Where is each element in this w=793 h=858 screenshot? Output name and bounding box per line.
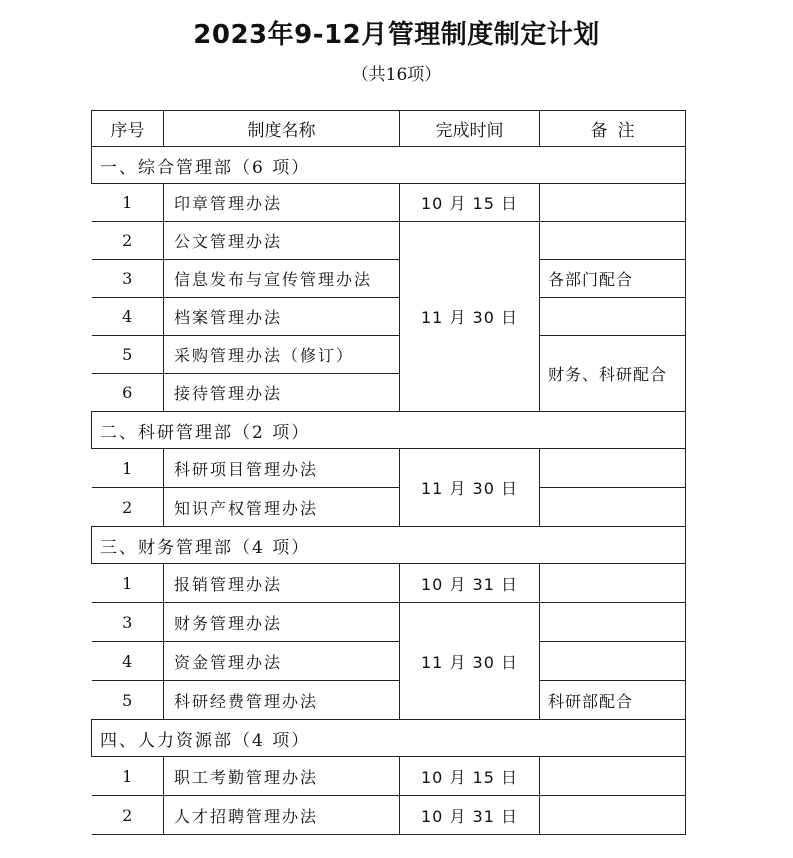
row-name: 资金管理办法 bbox=[164, 642, 400, 681]
row-name: 财务管理办法 bbox=[164, 603, 400, 642]
row-name: 报销管理办法 bbox=[164, 564, 400, 603]
row-note: 科研部配合 bbox=[540, 681, 686, 720]
section-label: 三、财务管理部（4 项） bbox=[92, 527, 686, 564]
section-row bbox=[92, 527, 686, 564]
table-row bbox=[92, 222, 686, 260]
header-note: 备注 bbox=[540, 111, 686, 147]
row-name: 印章管理办法 bbox=[164, 184, 400, 222]
row-num: 6 bbox=[92, 374, 164, 412]
row-num: 4 bbox=[92, 642, 164, 681]
row-date: 11 月 30 日 bbox=[400, 222, 540, 412]
row-num: 5 bbox=[92, 336, 164, 374]
table-row bbox=[92, 757, 686, 796]
row-num: 1 bbox=[92, 184, 164, 222]
row-name: 人才招聘管理办法 bbox=[164, 796, 400, 835]
row-note bbox=[540, 642, 686, 681]
header-date: 完成时间 bbox=[400, 111, 540, 147]
section-row bbox=[92, 720, 686, 757]
table-row bbox=[92, 796, 686, 835]
row-num: 4 bbox=[92, 298, 164, 336]
header-num: 序号 bbox=[92, 111, 164, 147]
row-note bbox=[540, 449, 686, 488]
row-name: 公文管理办法 bbox=[164, 222, 400, 260]
row-date: 11 月 30 日 bbox=[400, 603, 540, 720]
section-row bbox=[92, 147, 686, 184]
row-note bbox=[540, 298, 686, 336]
table-row bbox=[92, 260, 686, 298]
row-note bbox=[540, 757, 686, 796]
row-name: 采购管理办法（修订） bbox=[164, 336, 400, 374]
header-name: 制度名称 bbox=[164, 111, 400, 147]
row-num: 1 bbox=[92, 449, 164, 488]
row-date: 10 月 15 日 bbox=[400, 757, 540, 796]
row-num: 2 bbox=[92, 796, 164, 835]
row-num: 3 bbox=[92, 260, 164, 298]
row-note bbox=[540, 222, 686, 260]
page-subtitle: （共16项） bbox=[351, 65, 442, 85]
table-row bbox=[92, 449, 686, 488]
table-row bbox=[92, 488, 686, 527]
page-title: 2023年9-12月管理制度制定计划 bbox=[193, 20, 600, 50]
header-row bbox=[92, 111, 686, 147]
table-row bbox=[92, 184, 686, 222]
row-num: 5 bbox=[92, 681, 164, 720]
row-note bbox=[540, 184, 686, 222]
row-note: 财务、科研配合 bbox=[540, 336, 686, 412]
row-name: 职工考勤管理办法 bbox=[164, 757, 400, 796]
section-label: 四、人力资源部（4 项） bbox=[92, 720, 686, 757]
table-row bbox=[92, 336, 686, 374]
row-date: 10 月 31 日 bbox=[400, 796, 540, 835]
table-row bbox=[92, 642, 686, 681]
row-num: 1 bbox=[92, 564, 164, 603]
row-name: 信息发布与宣传管理办法 bbox=[164, 260, 400, 298]
row-num: 2 bbox=[92, 222, 164, 260]
row-num: 2 bbox=[92, 488, 164, 527]
plan-table bbox=[91, 110, 686, 835]
row-num: 1 bbox=[92, 757, 164, 796]
table-row bbox=[92, 564, 686, 603]
row-note bbox=[540, 488, 686, 527]
table-row bbox=[92, 603, 686, 642]
row-name: 知识产权管理办法 bbox=[164, 488, 400, 527]
table-row bbox=[92, 681, 686, 720]
row-name: 科研项目管理办法 bbox=[164, 449, 400, 488]
row-note bbox=[540, 603, 686, 642]
table-row bbox=[92, 298, 686, 336]
row-name: 档案管理办法 bbox=[164, 298, 400, 336]
row-note bbox=[540, 564, 686, 603]
row-date: 11 月 30 日 bbox=[400, 449, 540, 527]
section-label: 二、科研管理部（2 项） bbox=[92, 412, 686, 449]
row-name: 科研经费管理办法 bbox=[164, 681, 400, 720]
row-name: 接待管理办法 bbox=[164, 374, 400, 412]
row-note bbox=[540, 796, 686, 835]
row-num: 3 bbox=[92, 603, 164, 642]
row-date: 10 月 31 日 bbox=[400, 564, 540, 603]
section-label: 一、综合管理部（6 项） bbox=[92, 147, 686, 184]
section-row bbox=[92, 412, 686, 449]
row-date: 10 月 15 日 bbox=[400, 184, 540, 222]
row-note: 各部门配合 bbox=[540, 260, 686, 298]
